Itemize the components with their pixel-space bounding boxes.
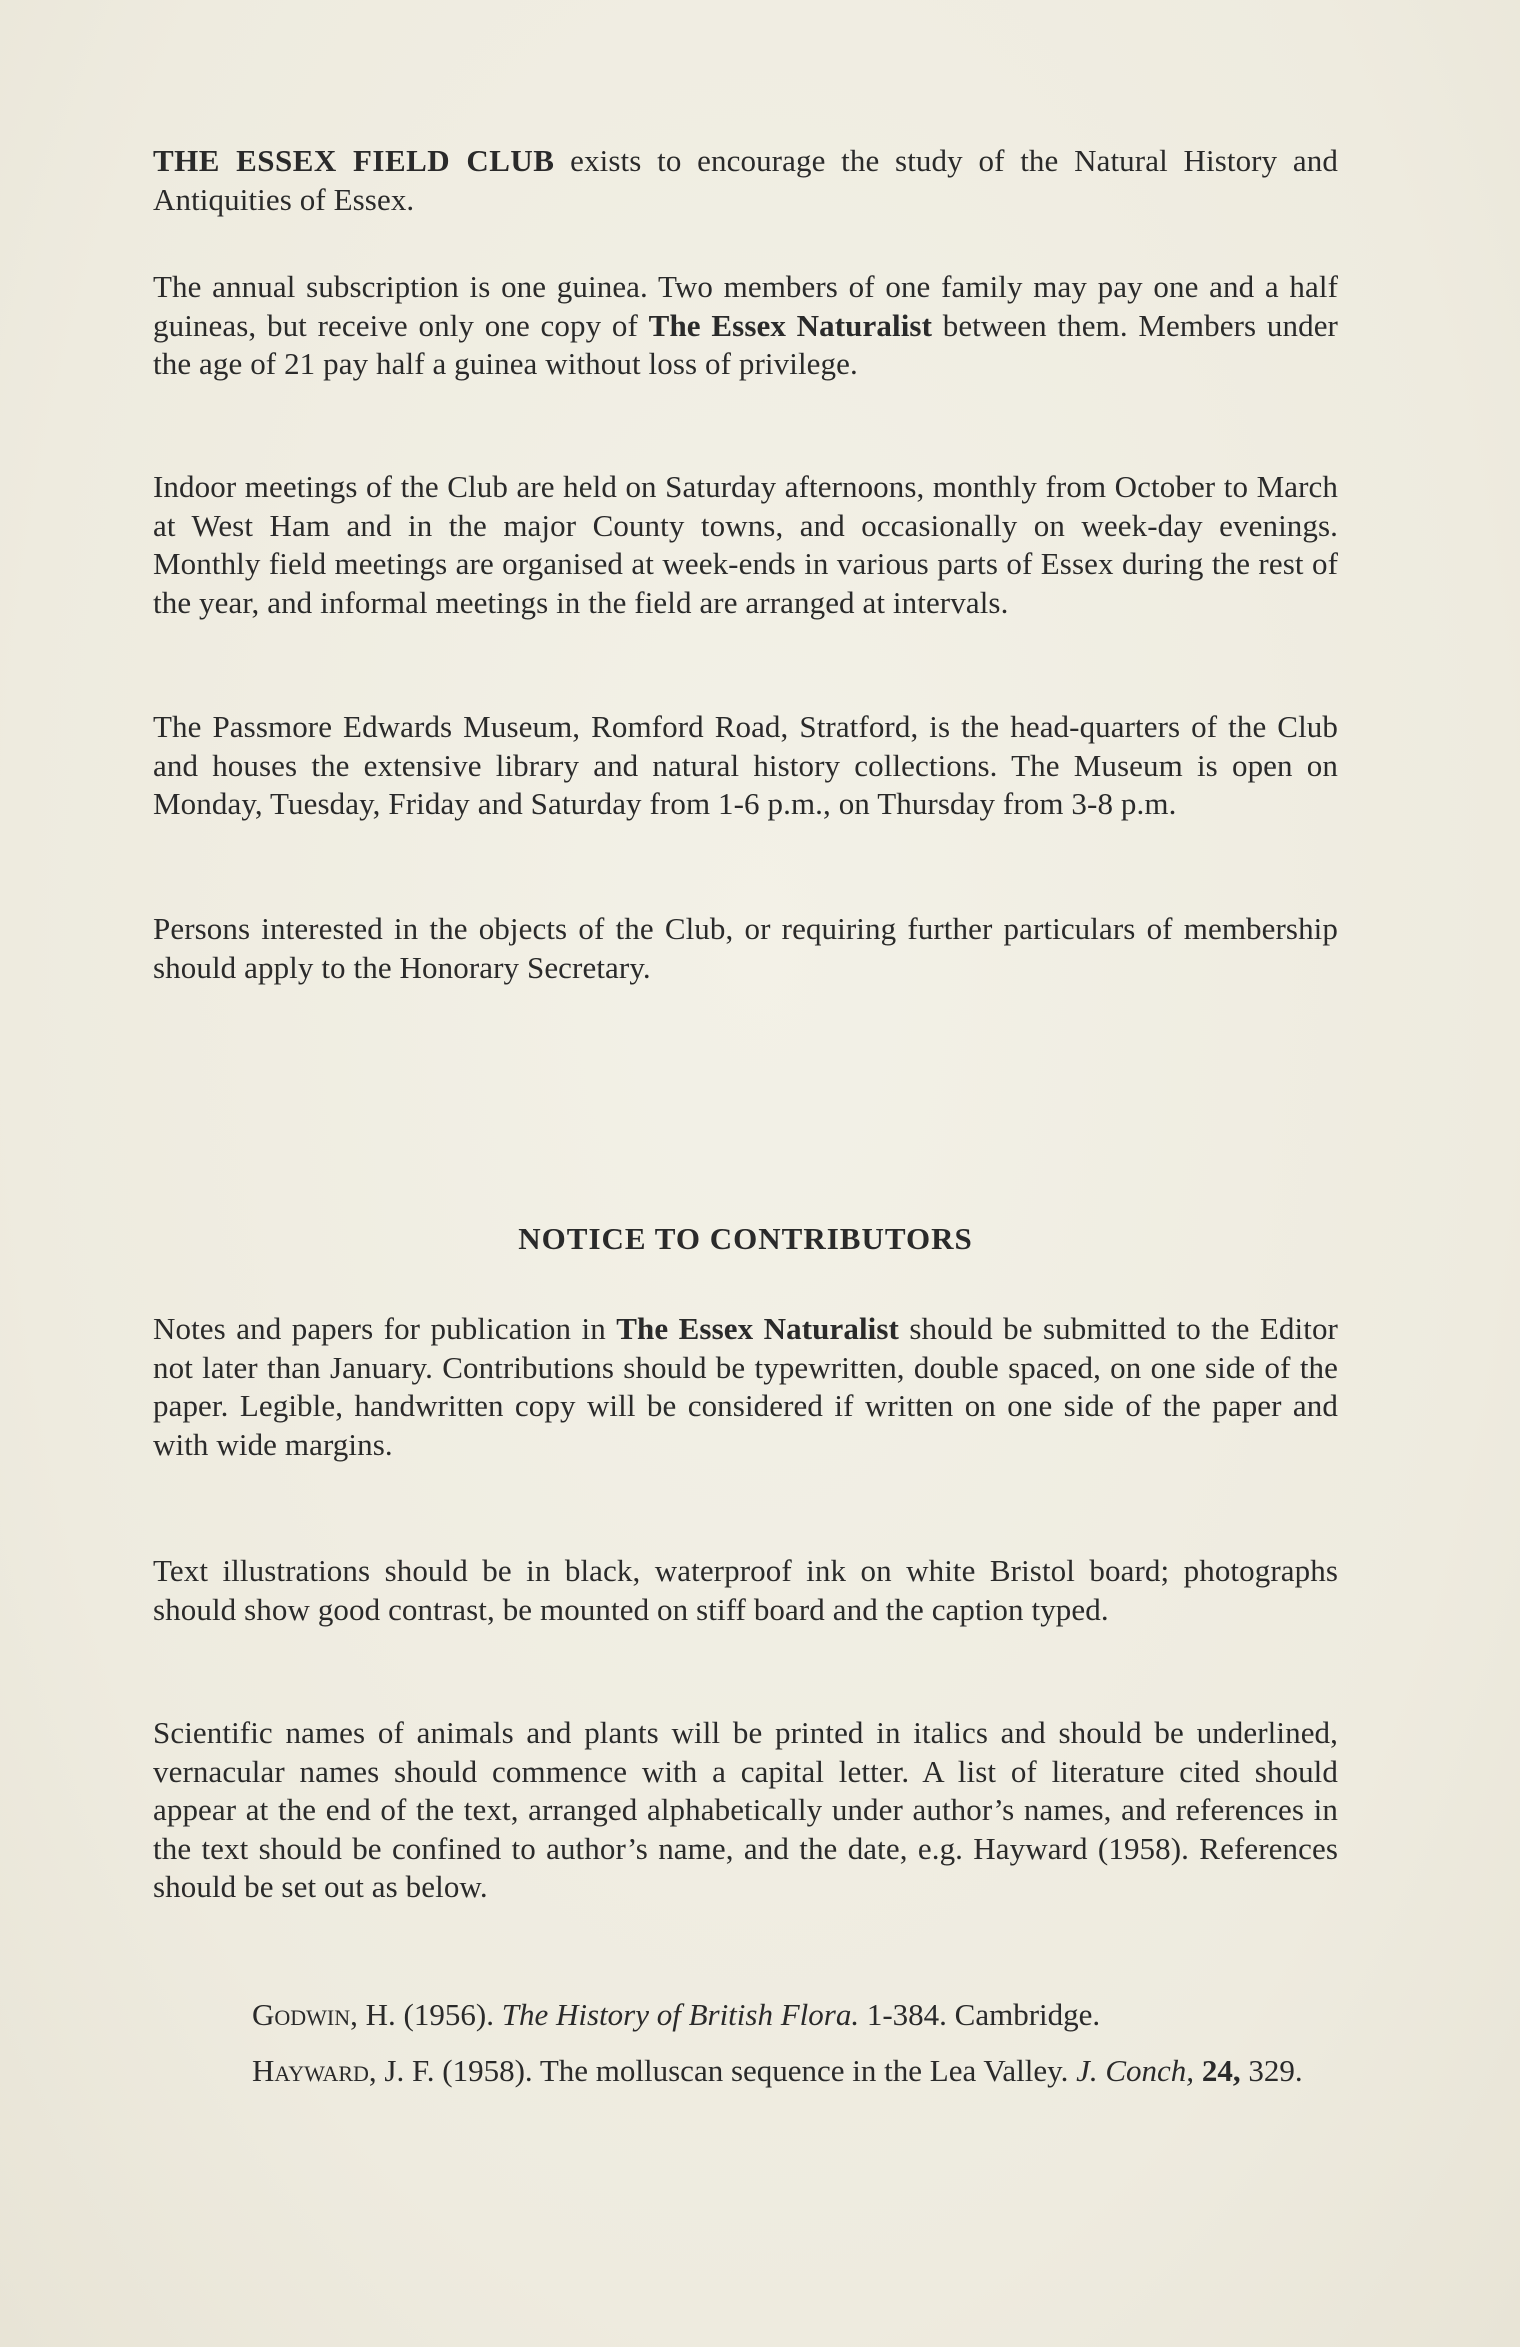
- enquiries-paragraph: [153, 910, 1338, 987]
- museum-paragraph: [153, 708, 1338, 824]
- illustrations-text: Text illustrations should be in black, waterproof ink on white Bristol board; photographs should show good contrast, be mounted on stiff board and the caption typed.: [153, 1553, 1338, 1627]
- journal-title: The Essex Naturalist: [648, 307, 932, 343]
- subscription-paragraph: [153, 268, 1338, 384]
- illustrations-paragraph: [153, 1552, 1338, 1629]
- reference-title: The History of British Flora.: [501, 1997, 860, 2032]
- meetings-text: Indoor meetings of the Club are held on Saturday afternoons, monthly from October to March at West Ham and in the major County towns, and occasionally on week-day evenings. Monthly field meetings are organised at week-ends in various parts of Essex during the rest of the year, and informal meetings in the field are arranged at intervals.: [153, 469, 1338, 620]
- meetings-paragraph: [153, 468, 1338, 622]
- reference-pages: 1-384. Cambridge.: [859, 1997, 1101, 2032]
- subscription-text-a: The annual subscription is one guinea. Two members of one family may pay one and a half guineas, but receive only one copy of: [153, 269, 1338, 343]
- reference-details: , J. F. (1958). The molluscan sequence in the Lea Valley.: [368, 2053, 1077, 2088]
- reference-item: [252, 2051, 1338, 2091]
- reference-author: Hayward: [252, 2053, 369, 2088]
- reference-journal: J. Conch,: [1076, 2053, 1195, 2088]
- club-name: THE ESSEX FIELD CLUB: [153, 143, 555, 178]
- notice-heading: NOTICE TO CONTRIBUTORS: [518, 1221, 973, 1256]
- submission-text-b: should be submitted to the Editor not later than January. Contributions should be typewritten, double spaced, on one side of the paper. Legible, handwritten copy will be considered if written on one side of the paper and with wide margins.: [153, 1311, 1338, 1462]
- intro-text: exists to encourage the study of the Natural History and Antiquities of Essex.: [153, 143, 1338, 217]
- names-text: Scientific names of animals and plants will be printed in italics and should be underlined, vernacular names should commence with a capital letter. A list of literature cited should appear at the end of the text, arranged alphabetically under author’s names, and references in the text should be confined to author’s name, and the date, e.g. Hayward (1958). References should be set out as below.: [153, 1715, 1338, 1904]
- museum-text: The Passmore Edwards Museum, Romford Road, Stratford, is the head-quarters of the Club and houses the extensive library and natural history collections. The Museum is open on Monday, Tuesday, Friday and Saturday from 1-6 p.m., on Thursday from 3-8 p.m.: [153, 709, 1338, 821]
- enquiries-text: Persons interested in the objects of the Club, or requiring further particulars of membership should apply to the Honorary Secretary.: [153, 911, 1338, 985]
- reference-list: [252, 1995, 1338, 2091]
- reference-volume: 24,: [1194, 2053, 1241, 2088]
- subscription-text-b: between them. Members under the age of 21 pay half a guinea without loss of privilege.: [153, 307, 1338, 381]
- reference-item: [252, 1995, 1338, 2035]
- reference-details: , H. (1956).: [350, 1997, 502, 2032]
- journal-title: The Essex Naturalist: [616, 1311, 899, 1346]
- reference-pages: 329.: [1240, 2053, 1303, 2088]
- intro-paragraph: [153, 142, 1338, 219]
- names-paragraph: [153, 1714, 1338, 1907]
- submission-text-a: Notes and papers for publication in: [153, 1311, 617, 1346]
- reference-author: Godwin: [252, 1997, 351, 2032]
- submission-paragraph: [153, 1310, 1338, 1464]
